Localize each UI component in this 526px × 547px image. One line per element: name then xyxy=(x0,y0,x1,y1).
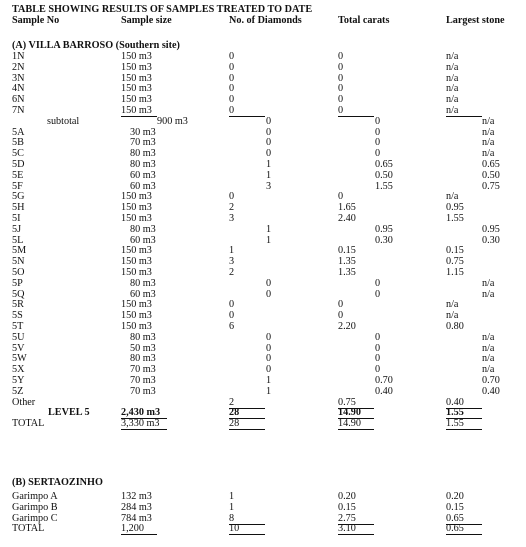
row-diamonds: 0 xyxy=(266,288,272,300)
row-sample-size: 150 m3 xyxy=(121,51,152,62)
row-sample-no: 5A xyxy=(12,126,25,138)
row-sample-no: 5G xyxy=(12,191,25,203)
row-total-carats: 0.30 xyxy=(375,234,393,246)
row-diamonds: 0 xyxy=(229,61,235,73)
row-sample-size: 80 m3 xyxy=(130,148,156,160)
row-largest-stone: 0.15 xyxy=(446,501,464,513)
section-a-heading: (A) VILLA BARROSO (Southern site) xyxy=(12,40,180,51)
table-title: TABLE SHOWING RESULTS OF SAMPLES TREATED TO DATE xyxy=(12,4,313,15)
row-diamonds: 1 xyxy=(229,501,235,513)
row-total-carats: 0 xyxy=(338,310,344,322)
row-sample-no: 5C xyxy=(12,148,24,160)
row-sample-no: 5O xyxy=(12,267,25,278)
row-sample-no: 5D xyxy=(12,159,25,170)
row-diamonds: 0 xyxy=(266,342,272,354)
row-largest-stone: 0.15 xyxy=(446,245,464,257)
row-total-carats: 0 xyxy=(375,148,381,160)
row-sample-no: 5J xyxy=(12,223,22,235)
row-largest-stone: 0.95 xyxy=(482,223,500,235)
row-sample-no: TOTAL xyxy=(12,418,45,430)
row-sample-size: 150 m3 xyxy=(121,267,152,278)
row-largest-stone: n/a xyxy=(482,148,495,160)
row-diamonds: 6 xyxy=(229,321,235,332)
rule-level-diamonds xyxy=(229,418,265,419)
row-total-carats: 2.75 xyxy=(338,512,356,524)
row-total-carats: 0 xyxy=(375,364,381,376)
row-sample-size: 70 m3 xyxy=(130,364,156,376)
header-sample-size: Sample size xyxy=(121,15,172,26)
row-sample-size: 150 m3 xyxy=(121,310,152,322)
row-total-carats: 0.95 xyxy=(375,223,393,235)
row-sample-size: 900 m3 xyxy=(157,115,188,127)
row-sample-size: 784 m3 xyxy=(121,512,152,524)
rule-7n-largest xyxy=(446,116,482,117)
rule-level-size xyxy=(121,418,167,419)
row-sample-no: 5B xyxy=(12,137,24,149)
row-total-carats: 1.35 xyxy=(338,256,356,268)
row-total-carats: 3.10 xyxy=(338,523,356,535)
row-total-carats: 14.90 xyxy=(338,418,361,430)
row-total-carats: 0.50 xyxy=(375,169,393,181)
rule-other-diamonds xyxy=(229,408,265,409)
row-sample-size: 70 m3 xyxy=(130,137,156,149)
row-sample-no: subtotal xyxy=(47,115,80,127)
row-sample-size: 60 m3 xyxy=(130,169,156,181)
row-largest-stone: n/a xyxy=(446,72,459,84)
row-largest-stone: n/a xyxy=(446,191,459,203)
row-diamonds: 1 xyxy=(266,375,272,386)
row-sample-size: 132 m3 xyxy=(121,491,152,502)
row-sample-no: 5E xyxy=(12,169,24,181)
row-sample-size: 60 m3 xyxy=(130,288,156,300)
row-sample-no: 4N xyxy=(12,83,25,95)
rule-b-total-largest xyxy=(446,534,482,535)
row-sample-size: 70 m3 xyxy=(130,375,156,386)
row-sample-size: 150 m3 xyxy=(121,245,152,257)
row-sample-size: 3,330 m3 xyxy=(121,418,160,430)
row-diamonds: 0 xyxy=(266,277,272,289)
row-largest-stone: 0.65 xyxy=(446,523,464,535)
row-sample-no: 5N xyxy=(12,256,25,268)
row-largest-stone: 0.80 xyxy=(446,321,464,332)
row-total-carats: 0.15 xyxy=(338,245,356,257)
row-total-carats: 0 xyxy=(338,191,344,203)
row-sample-no: 5H xyxy=(12,202,25,214)
row-diamonds: 0 xyxy=(266,126,272,138)
row-sample-size: 80 m3 xyxy=(130,223,156,235)
row-sample-no: 5Z xyxy=(12,385,24,397)
row-largest-stone: 0.50 xyxy=(482,169,500,181)
row-diamonds: 0 xyxy=(229,94,235,106)
row-total-carats: 0 xyxy=(338,72,344,84)
row-total-carats: 1.65 xyxy=(338,202,356,214)
row-largest-stone: n/a xyxy=(482,331,495,343)
rule-level-largest xyxy=(446,418,482,419)
row-sample-no: Other xyxy=(12,396,36,408)
row-diamonds: 3 xyxy=(229,213,235,224)
row-sample-no: 5F xyxy=(12,180,23,192)
row-largest-stone: n/a xyxy=(446,105,459,116)
header-total-carats: Total carats xyxy=(338,15,390,26)
row-diamonds: 0 xyxy=(266,115,272,127)
row-diamonds: 0 xyxy=(229,191,235,203)
rule-garimpo-c-carats xyxy=(338,524,374,525)
row-sample-size: 150 m3 xyxy=(121,191,152,203)
row-total-carats: 0 xyxy=(375,353,381,365)
row-total-carats: 1.55 xyxy=(375,180,393,192)
row-total-carats: 0.40 xyxy=(375,385,393,397)
row-largest-stone: 1.55 xyxy=(446,213,464,224)
row-diamonds: 0 xyxy=(229,51,235,62)
row-diamonds: 0 xyxy=(229,299,235,311)
row-sample-no: 5Q xyxy=(12,288,25,300)
row-largest-stone: 0.40 xyxy=(482,385,500,397)
row-total-carats: 0 xyxy=(375,137,381,149)
row-total-carats: 0 xyxy=(375,126,381,138)
row-total-carats: 2.40 xyxy=(338,213,356,224)
row-diamonds: 0 xyxy=(229,310,235,322)
row-diamonds: 10 xyxy=(229,523,240,535)
row-diamonds: 0 xyxy=(266,137,272,149)
row-sample-no: Garimpo A xyxy=(12,491,58,502)
row-total-carats: 0.70 xyxy=(375,375,393,386)
row-largest-stone: n/a xyxy=(446,299,459,311)
row-largest-stone: 0.65 xyxy=(482,159,500,170)
row-diamonds: 1 xyxy=(229,245,235,257)
row-total-carats: 0 xyxy=(375,288,381,300)
row-sample-size: 80 m3 xyxy=(130,159,156,170)
row-largest-stone: 1.15 xyxy=(446,267,464,278)
header-no-of-diamonds: No. of Diamonds xyxy=(229,15,302,26)
section-b-heading: (B) SERTAOZINHO xyxy=(12,477,103,488)
row-sample-no: 6N xyxy=(12,94,25,106)
header-sample-no: Sample No xyxy=(12,15,60,26)
row-total-carats: 0 xyxy=(338,51,344,62)
row-diamonds: 28 xyxy=(229,418,240,430)
row-total-carats: 0 xyxy=(338,299,344,311)
row-diamonds: 0 xyxy=(266,353,272,365)
row-largest-stone: 1.55 xyxy=(446,418,464,430)
row-largest-stone: n/a xyxy=(482,277,495,289)
row-sample-size: 150 m3 xyxy=(121,72,152,84)
rule-garimpo-c-diamonds xyxy=(229,524,265,525)
row-sample-no: 3N xyxy=(12,72,25,84)
row-sample-size: 60 m3 xyxy=(130,180,156,192)
rule-b-total-size xyxy=(121,534,157,535)
row-diamonds: 2 xyxy=(229,267,235,278)
rule-other-largest xyxy=(446,408,482,409)
row-sample-size: 70 m3 xyxy=(130,385,156,397)
rule-7n-size xyxy=(121,116,157,117)
row-largest-stone: 0.20 xyxy=(446,491,464,502)
row-sample-no: 5W xyxy=(12,353,27,365)
row-diamonds: 1 xyxy=(266,159,272,170)
row-sample-size: 150 m3 xyxy=(121,94,152,106)
row-sample-no: 5R xyxy=(12,299,24,311)
row-largest-stone: n/a xyxy=(482,342,495,354)
row-total-carats: 0.75 xyxy=(338,396,356,408)
rule-7n-diamonds xyxy=(229,116,265,117)
row-sample-size: 284 m3 xyxy=(121,501,152,513)
row-largest-stone: n/a xyxy=(446,51,459,62)
row-diamonds: 0 xyxy=(229,72,235,84)
row-largest-stone: 0.70 xyxy=(482,375,500,386)
row-largest-stone: n/a xyxy=(446,61,459,73)
row-diamonds: 0 xyxy=(266,364,272,376)
row-sample-size: 80 m3 xyxy=(130,331,156,343)
rule-b-total-carats xyxy=(338,534,374,535)
row-total-carats: 1.35 xyxy=(338,267,356,278)
row-total-carats: 14.90 xyxy=(338,407,361,419)
row-largest-stone: 0.75 xyxy=(482,180,500,192)
row-total-carats: 0.65 xyxy=(375,159,393,170)
row-total-carats: 0 xyxy=(375,342,381,354)
row-total-carats: 0 xyxy=(338,105,344,116)
row-total-carats: 0.15 xyxy=(338,501,356,513)
row-largest-stone: 1.55 xyxy=(446,407,464,419)
row-largest-stone: n/a xyxy=(446,310,459,322)
row-diamonds: 28 xyxy=(229,407,240,419)
row-sample-size: 150 m3 xyxy=(121,202,152,214)
rule-total-size xyxy=(121,429,167,430)
row-diamonds: 2 xyxy=(229,202,235,214)
row-total-carats: 0.20 xyxy=(338,491,356,502)
rule-other-carats xyxy=(338,408,374,409)
row-sample-size: 150 m3 xyxy=(121,105,152,116)
header-largest-stone: Largest stone xyxy=(446,15,505,26)
row-diamonds: 1 xyxy=(266,234,272,246)
row-total-carats: 0 xyxy=(338,94,344,106)
row-sample-size: 60 m3 xyxy=(130,234,156,246)
row-sample-no: 5M xyxy=(12,245,27,257)
row-sample-size: 150 m3 xyxy=(121,321,152,332)
row-sample-size: 150 m3 xyxy=(121,256,152,268)
row-sample-size: 80 m3 xyxy=(130,353,156,365)
row-sample-size: 150 m3 xyxy=(121,299,152,311)
row-diamonds: 2 xyxy=(229,396,235,408)
row-largest-stone: n/a xyxy=(482,364,495,376)
row-largest-stone: n/a xyxy=(482,353,495,365)
row-sample-no: 2N xyxy=(12,61,25,73)
row-sample-size: 2,430 m3 xyxy=(121,407,161,419)
row-sample-size: 50 m3 xyxy=(130,342,156,354)
row-largest-stone: n/a xyxy=(482,126,495,138)
row-total-carats: 0 xyxy=(375,331,381,343)
row-total-carats: 2.20 xyxy=(338,321,356,332)
row-sample-no: 5V xyxy=(12,342,25,354)
rule-level-carats xyxy=(338,418,374,419)
rule-7n-carats xyxy=(338,116,374,117)
row-diamonds: 3 xyxy=(229,256,235,268)
row-diamonds: 1 xyxy=(266,169,272,181)
row-sample-no: 5Y xyxy=(12,375,25,386)
row-sample-size: 1,200 xyxy=(121,523,144,535)
row-largest-stone: 0.75 xyxy=(446,256,464,268)
rule-total-largest xyxy=(446,429,482,430)
row-largest-stone: n/a xyxy=(482,288,495,300)
row-sample-size: 80 m3 xyxy=(130,277,156,289)
rule-b-total-diamonds xyxy=(229,534,265,535)
row-sample-no: 5S xyxy=(12,310,23,322)
row-diamonds: 0 xyxy=(266,331,272,343)
row-sample-no: 1N xyxy=(12,51,25,62)
row-sample-no: LEVEL 5 xyxy=(48,407,90,419)
row-sample-no: 5X xyxy=(12,364,25,376)
row-largest-stone: n/a xyxy=(482,115,495,127)
row-diamonds: 0 xyxy=(229,83,235,95)
row-sample-no: Garimpo C xyxy=(12,512,58,524)
row-diamonds: 0 xyxy=(266,148,272,160)
row-sample-no: 5U xyxy=(12,331,25,343)
row-sample-size: 30 m3 xyxy=(130,126,156,138)
rule-garimpo-c-largest xyxy=(446,524,482,525)
rule-total-carats xyxy=(338,429,374,430)
row-largest-stone: n/a xyxy=(446,94,459,106)
row-sample-size: 150 m3 xyxy=(121,83,152,95)
row-sample-size: 150 m3 xyxy=(121,61,152,73)
row-largest-stone: 0.40 xyxy=(446,396,464,408)
row-largest-stone: 0.30 xyxy=(482,234,500,246)
row-diamonds: 8 xyxy=(229,512,235,524)
row-diamonds: 0 xyxy=(229,105,235,116)
row-largest-stone: n/a xyxy=(482,137,495,149)
row-sample-no: 7N xyxy=(12,105,25,116)
row-diamonds: 1 xyxy=(266,223,272,235)
row-sample-no: 5I xyxy=(12,213,21,224)
row-diamonds: 3 xyxy=(266,180,272,192)
row-total-carats: 0 xyxy=(375,115,381,127)
row-sample-no: 5P xyxy=(12,277,23,289)
row-total-carats: 0 xyxy=(338,83,344,95)
row-sample-no: Garimpo B xyxy=(12,501,58,513)
row-sample-size: 150 m3 xyxy=(121,213,152,224)
row-largest-stone: 0.65 xyxy=(446,512,464,524)
row-diamonds: 1 xyxy=(266,385,272,397)
row-sample-no: 5L xyxy=(12,234,24,246)
row-diamonds: 1 xyxy=(229,491,235,502)
row-largest-stone: 0.95 xyxy=(446,202,464,214)
row-largest-stone: n/a xyxy=(446,83,459,95)
row-sample-no: 5T xyxy=(12,321,24,332)
row-total-carats: 0 xyxy=(375,277,381,289)
row-total-carats: 0 xyxy=(338,61,344,73)
row-sample-no: TOTAL xyxy=(12,523,45,535)
rule-total-diamonds xyxy=(229,429,265,430)
